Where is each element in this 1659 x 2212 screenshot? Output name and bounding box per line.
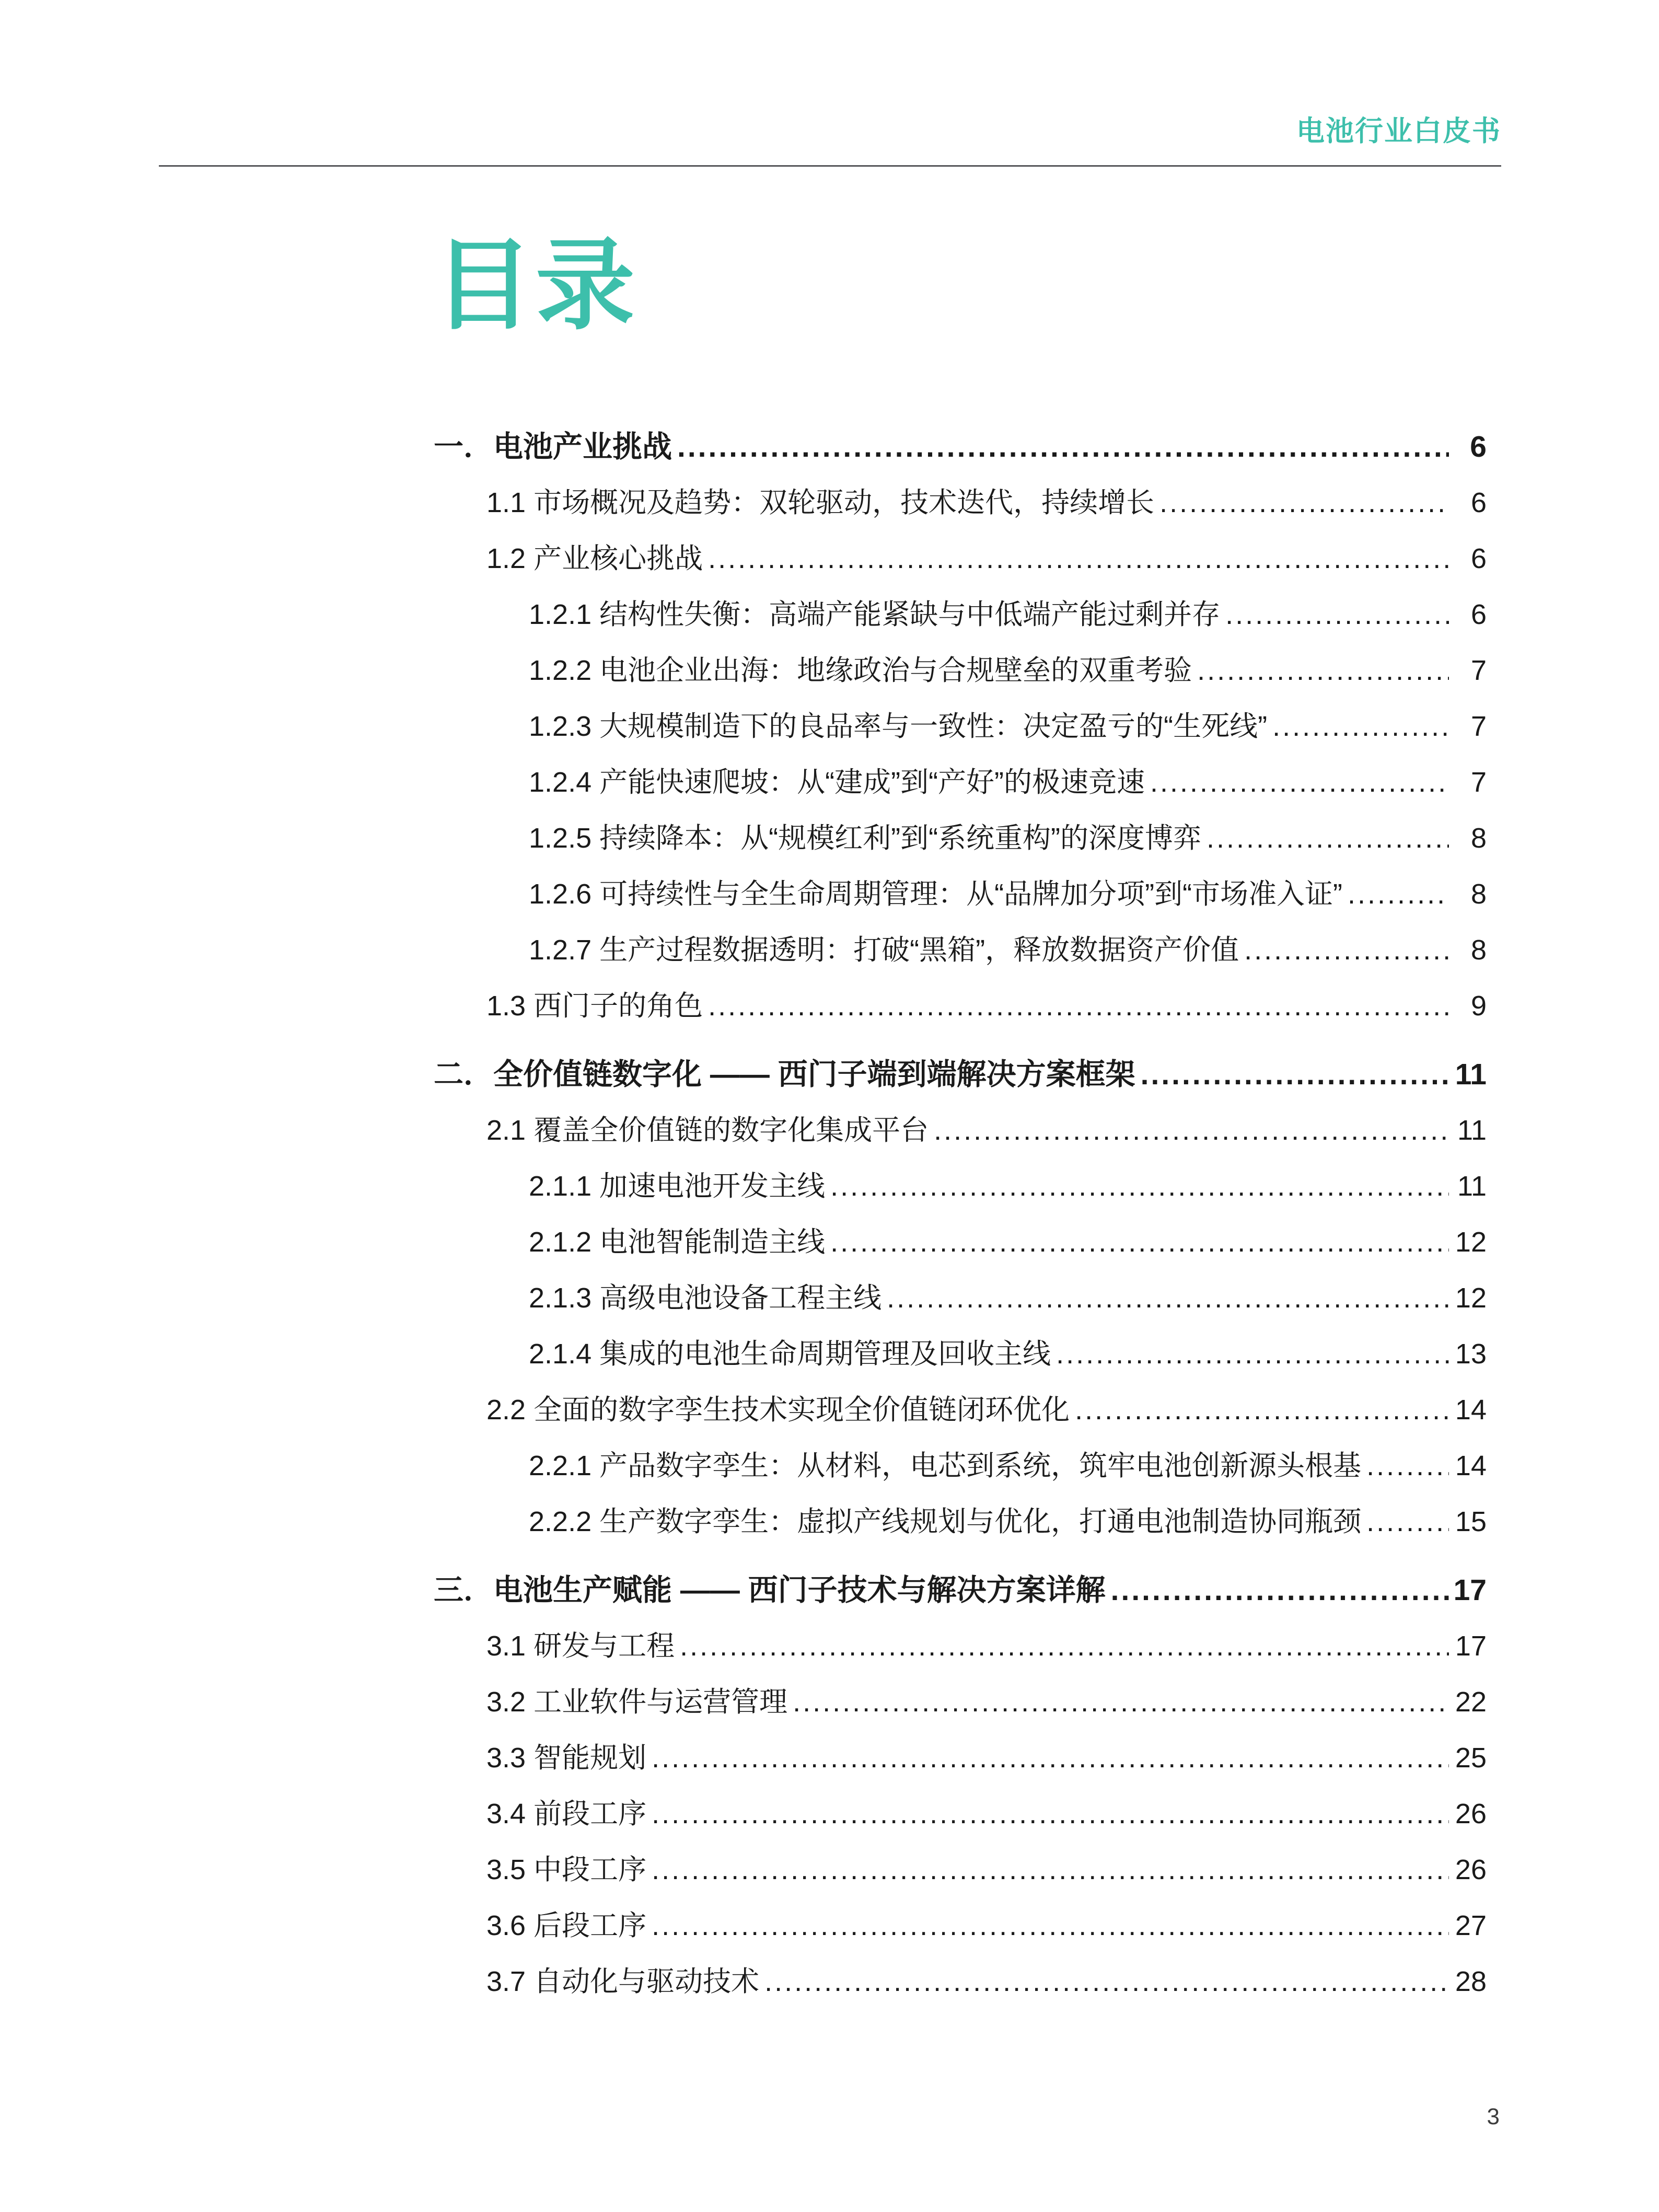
toc-row[interactable]	[434, 1674, 1487, 1730]
toc-entry-label: 3.1 研发与工程	[486, 1630, 675, 1662]
dot-leader	[1197, 643, 1449, 699]
dot-leader	[1244, 922, 1449, 978]
toc-entry-label: 2.1 覆盖全价值链的数字化集成平台	[486, 1115, 929, 1146]
toc-entry-label: 1.2.7 生产过程数据透明：打破“黑箱”，释放数据资产价值	[529, 934, 1239, 966]
dot-leader	[652, 1786, 1449, 1842]
toc-row[interactable]	[434, 1438, 1487, 1494]
toc-entry-label: 3.5 中段工序	[486, 1854, 647, 1885]
toc-row[interactable]	[434, 1842, 1487, 1898]
toc-row[interactable]	[434, 978, 1487, 1034]
footer-page-number: 3	[1487, 2104, 1500, 2129]
toc-entry-page: 9	[1470, 990, 1487, 1022]
toc-entry-page: 27	[1455, 1910, 1487, 1941]
dot-leader	[680, 1618, 1449, 1674]
dot-leader	[1141, 1047, 1449, 1103]
toc-entry-label: 1.2.6 可持续性与全生命周期管理：从“品牌加分项”到“市场准入证”	[529, 878, 1343, 910]
toc-entry-page: 14	[1455, 1394, 1487, 1426]
toc-entry-page: 28	[1455, 1966, 1487, 1997]
dot-leader	[1150, 755, 1449, 810]
toc-entry-page: 7	[1470, 767, 1487, 798]
toc-entry-label: 三．电池生产赋能 —— 西门子技术与解决方案详解	[434, 1573, 1106, 1607]
dot-leader	[887, 1270, 1449, 1326]
dot-leader	[830, 1214, 1449, 1270]
dot-leader	[934, 1103, 1449, 1159]
toc-entry-label: 1.2 产业核心挑战	[486, 543, 703, 574]
toc-entry-label: 2.2.2 生产数字孪生：虚拟产线规划与优化，打通电池制造协同瓶颈	[529, 1506, 1362, 1537]
toc-row[interactable]	[434, 755, 1487, 810]
toc-row[interactable]	[434, 1047, 1487, 1103]
dot-leader	[764, 1954, 1449, 2010]
dot-leader	[1111, 1562, 1449, 1618]
toc-entry-label: 2.2 全面的数字孪生技术实现全价值链闭环优化	[486, 1394, 1070, 1426]
toc-entry-page: 6	[1470, 543, 1487, 574]
toc-row[interactable]	[434, 475, 1487, 531]
toc-entry-label: 1.2.1 结构性失衡：高端产能紧缺与中低端产能过剩并存	[529, 599, 1221, 630]
toc-entry-page: 11	[1455, 1058, 1487, 1091]
toc-entry-page: 14	[1455, 1450, 1487, 1481]
header-rule	[159, 165, 1501, 167]
toc-entry-label: 2.1.1 加速电池开发主线	[529, 1171, 826, 1202]
toc-entry-label: 3.6 后段工序	[486, 1910, 647, 1941]
toc-entry-label: 一．电池产业挑战	[434, 430, 672, 464]
toc-entry-label: 1.2.3 大规模制造下的良品率与一致性：决定盈亏的“生死线”	[529, 711, 1268, 742]
toc-entry-label: 二．全价值链数字化 —— 西门子端到端解决方案框架	[434, 1058, 1135, 1091]
toc-row[interactable]	[434, 1494, 1487, 1550]
dot-leader	[708, 531, 1449, 587]
toc-entry-page: 8	[1470, 878, 1487, 910]
toc-entry-page: 12	[1455, 1226, 1487, 1258]
toc-entry-label: 2.1.4 集成的电池生命周期管理及回收主线	[529, 1338, 1051, 1370]
dot-leader	[1225, 587, 1449, 643]
toc-row[interactable]	[434, 1103, 1487, 1159]
toc-entry-label: 1.2.5 持续降本：从“规模红利”到“系统重构”的深度博弈	[529, 823, 1202, 854]
toc-entry-label: 2.1.2 电池智能制造主线	[529, 1226, 826, 1258]
dot-leader	[1366, 1438, 1449, 1494]
toc-row[interactable]	[434, 922, 1487, 978]
toc-row[interactable]	[434, 699, 1487, 755]
dot-leader	[1075, 1382, 1449, 1438]
toc-entry-label: 1.2.2 电池企业出海：地缘政治与合规壁垒的双重考验	[529, 655, 1192, 686]
toc-row[interactable]	[434, 1786, 1487, 1842]
toc-row[interactable]	[434, 866, 1487, 922]
toc-row[interactable]	[434, 1730, 1487, 1786]
toc-entry-label: 1.3 西门子的角色	[486, 990, 703, 1022]
dot-leader	[1366, 1494, 1449, 1550]
toc-entry-page: 17	[1453, 1573, 1487, 1607]
toc-entry-label: 3.3 智能规划	[486, 1742, 647, 1774]
toc-entry-label: 3.4 前段工序	[486, 1798, 647, 1829]
toc-row[interactable]	[434, 587, 1487, 643]
toc-entry-page: 25	[1455, 1742, 1487, 1774]
toc-entry-page: 26	[1455, 1798, 1487, 1829]
toc-row[interactable]	[434, 1214, 1487, 1270]
dot-leader	[1159, 475, 1449, 531]
page-title: 目录	[434, 230, 638, 341]
toc-row[interactable]	[434, 1562, 1487, 1618]
dot-leader	[1206, 810, 1449, 866]
toc-entry-page: 6	[1470, 487, 1487, 518]
toc-entry-label: 1.2.4 产能快速爬坡：从“建成”到“产好”的极速竞速	[529, 767, 1145, 798]
toc-entry-label: 3.7 自动化与驱动技术	[486, 1966, 760, 1997]
toc-row[interactable]	[434, 1618, 1487, 1674]
toc-entry-page: 6	[1470, 599, 1487, 630]
dot-leader	[652, 1730, 1449, 1786]
dot-leader	[677, 419, 1449, 475]
toc-entry-page: 11	[1457, 1115, 1487, 1146]
toc-entry-page: 8	[1470, 934, 1487, 966]
dot-leader	[708, 978, 1449, 1034]
toc-entry-label: 2.1.3 高级电池设备工程主线	[529, 1282, 882, 1314]
dot-leader	[1056, 1326, 1449, 1382]
toc-entry-page: 26	[1455, 1854, 1487, 1885]
dot-leader	[1348, 866, 1449, 922]
dot-leader	[1272, 699, 1449, 755]
toc-entry-page: 12	[1455, 1282, 1487, 1314]
toc-row[interactable]	[434, 531, 1487, 587]
toc-entry-page: 8	[1470, 823, 1487, 854]
dot-leader	[830, 1159, 1449, 1214]
toc-entry-page: 11	[1457, 1171, 1487, 1202]
toc-row[interactable]	[434, 1954, 1487, 2010]
dot-leader	[652, 1898, 1449, 1954]
toc-row[interactable]	[434, 1159, 1487, 1214]
toc-entry-label: 1.1 市场概况及趋势：双轮驱动，技术迭代，持续增长	[486, 487, 1155, 518]
toc-entry-page: 13	[1455, 1338, 1487, 1370]
toc-entry-page: 15	[1455, 1506, 1487, 1537]
toc-entry-page: 7	[1470, 655, 1487, 686]
toc-row[interactable]	[434, 810, 1487, 866]
toc-row[interactable]	[434, 1326, 1487, 1382]
toc-entry-page: 7	[1470, 711, 1487, 742]
toc-row[interactable]	[434, 419, 1487, 475]
table-of-contents	[434, 419, 1487, 2010]
toc-entry-page: 22	[1455, 1686, 1487, 1718]
toc-row[interactable]	[434, 1270, 1487, 1326]
toc-row[interactable]	[434, 1898, 1487, 1954]
toc-row[interactable]	[434, 1382, 1487, 1438]
toc-entry-label: 2.2.1 产品数字孪生：从材料，电芯到系统，筑牢电池创新源头根基	[529, 1450, 1362, 1481]
dot-leader	[652, 1842, 1449, 1898]
dot-leader	[793, 1674, 1449, 1730]
toc-entry-page: 6	[1470, 430, 1487, 464]
toc-row[interactable]	[434, 643, 1487, 699]
header-doc-title: 电池行业白皮书	[1296, 115, 1501, 147]
toc-entry-page: 17	[1455, 1630, 1487, 1662]
toc-entry-label: 3.2 工业软件与运营管理	[486, 1686, 788, 1718]
